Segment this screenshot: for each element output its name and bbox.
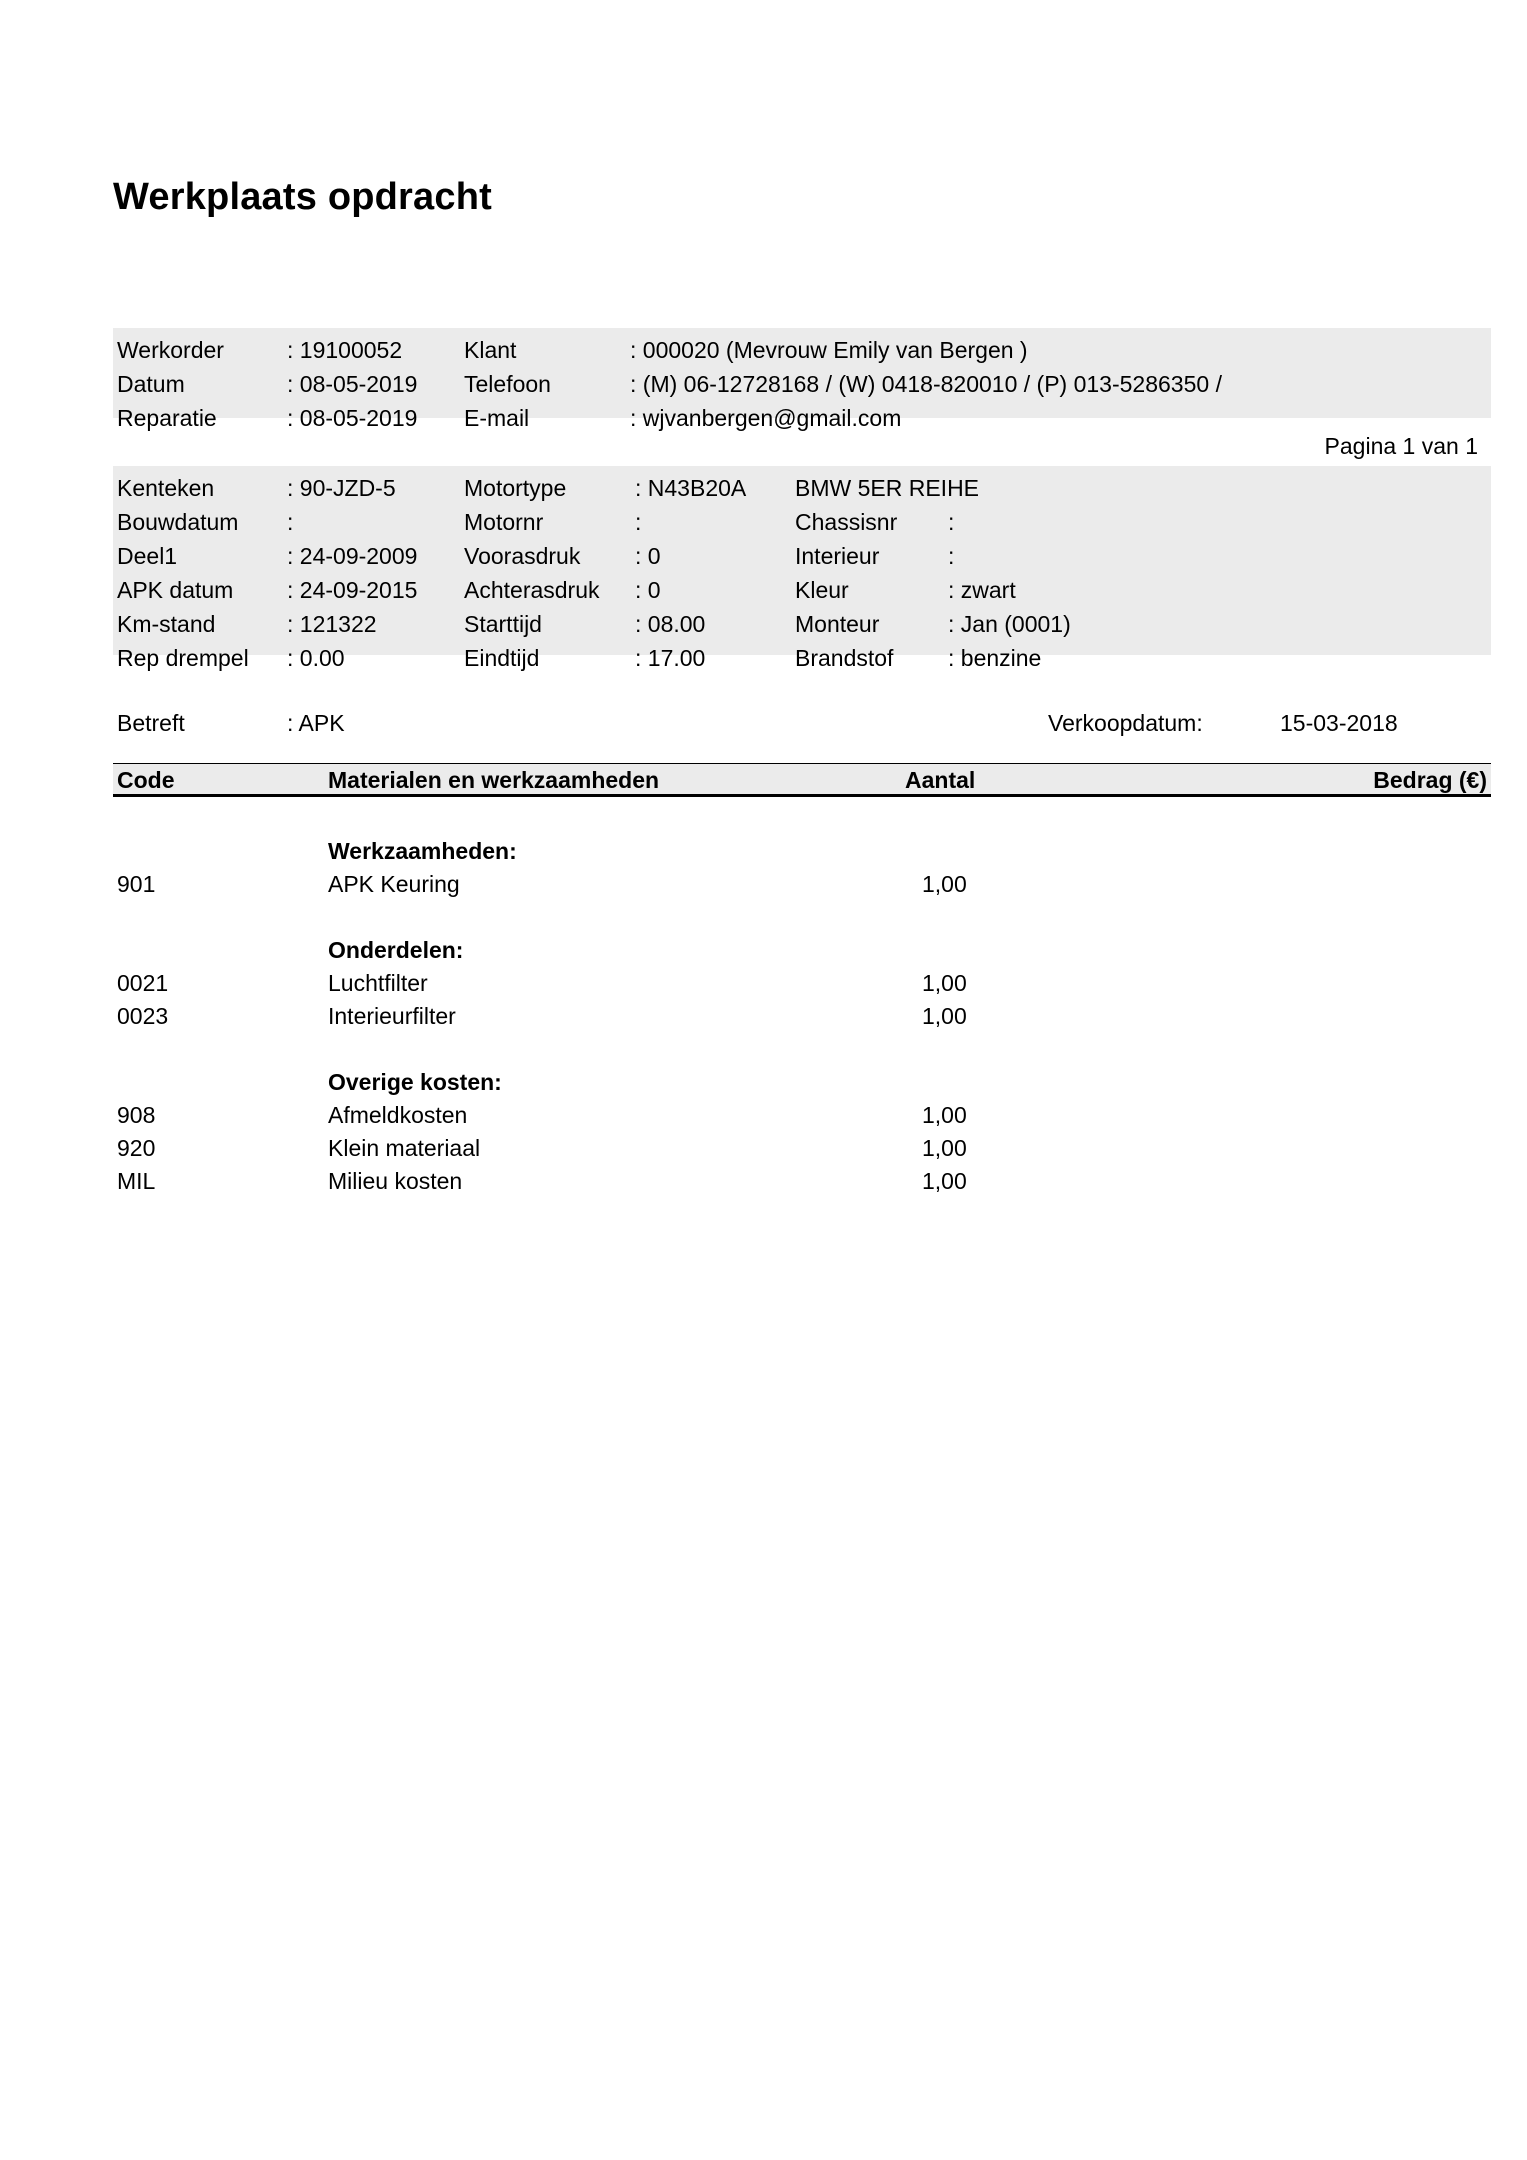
chassisnr-value: : [948,509,955,535]
line-item-quantity: 1,00 [922,1168,967,1194]
kenteken-value: : 90-JZD-5 [287,475,396,501]
achterasdruk-label: Achterasdruk [464,577,600,603]
column-header-description: Materialen en werkzaamheden [328,767,660,793]
reparatie-label: Reparatie [117,405,217,431]
verkoopdatum-value: 15-03-2018 [1280,710,1398,736]
werkorder-label: Werkorder [117,337,224,363]
page-title: Werkplaats opdracht [113,176,492,218]
table-group-heading: Onderdelen: [328,937,464,963]
apk-datum-value: : 24-09-2015 [287,577,418,603]
column-header-code: Code [117,767,175,793]
kleur-label: Kleur [795,577,849,603]
verkoopdatum-label: Verkoopdatum: [1048,710,1203,736]
interieur-value: : [948,543,955,569]
motortype-label: Motortype [464,475,567,501]
line-item-description: Luchtfilter [328,970,428,996]
datum-label: Datum [117,371,185,397]
line-item-code: 901 [117,871,156,897]
monteur-label: Monteur [795,611,880,637]
eindtijd-value: : 17.00 [635,645,706,671]
table-group-heading: Overige kosten: [328,1069,502,1095]
line-item-quantity: 1,00 [922,1003,967,1029]
werkorder-value: : 19100052 [287,337,403,363]
line-item-description: Milieu kosten [328,1168,463,1194]
column-header-quantity: Aantal [905,767,976,793]
line-item-code: 920 [117,1135,156,1161]
bouwdatum-label: Bouwdatum [117,509,239,535]
brandstof-value: : benzine [948,645,1042,671]
vehicle-model: BMW 5ER REIHE [795,475,980,501]
line-item-quantity: 1,00 [922,1102,967,1128]
apk-datum-label: APK datum [117,577,234,603]
betreft-value: : APK [287,710,345,736]
email-label: E-mail [464,405,530,431]
voorasdruk-label: Voorasdruk [464,543,581,569]
table-group-heading: Werkzaamheden: [328,838,517,864]
klant-label: Klant [464,337,517,363]
line-item-description: Klein materiaal [328,1135,481,1161]
voorasdruk-value: : 0 [635,543,661,569]
motornr-label: Motornr [464,509,544,535]
chassisnr-label: Chassisnr [795,509,898,535]
starttijd-value: : 08.00 [635,611,706,637]
klant-value: : 000020 (Mevrouw Emily van Bergen ) [630,337,1028,363]
line-item-quantity: 1,00 [922,871,967,897]
rep-drempel-value: : 0.00 [287,645,345,671]
datum-value: : 08-05-2019 [287,371,418,397]
email-value: : wjvanbergen@gmail.com [630,405,902,431]
line-item-code: 0023 [117,1003,169,1029]
starttijd-label: Starttijd [464,611,542,637]
telefoon-label: Telefoon [464,371,551,397]
km-stand-label: Km-stand [117,611,216,637]
interieur-label: Interieur [795,543,880,569]
motortype-value: : N43B20A [635,475,747,501]
pagination-label: Pagina 1 van 1 [1324,433,1478,459]
telefoon-value: : (M) 06-12728168 / (W) 0418-820010 / (P) 013-5286350 / [630,371,1222,397]
rep-drempel-label: Rep drempel [117,645,249,671]
bouwdatum-value: : [287,509,294,535]
reparatie-value: : 08-05-2019 [287,405,418,431]
table-header-rule [113,794,1491,797]
eindtijd-label: Eindtijd [464,645,540,671]
betreft-label: Betreft [117,710,185,736]
line-item-code: 908 [117,1102,156,1128]
monteur-value: : Jan (0001) [948,611,1071,637]
deel1-label: Deel1 [117,543,178,569]
column-header-amount: Bedrag (€) [1373,767,1487,793]
achterasdruk-value: : 0 [635,577,661,603]
kenteken-label: Kenteken [117,475,215,501]
kleur-value: : zwart [948,577,1016,603]
line-item-code: MIL [117,1168,156,1194]
line-item-description: Afmeldkosten [328,1102,468,1128]
line-item-description: Interieurfilter [328,1003,456,1029]
brandstof-label: Brandstof [795,645,894,671]
km-stand-value: : 121322 [287,611,377,637]
deel1-value: : 24-09-2009 [287,543,418,569]
line-item-code: 0021 [117,970,169,996]
motornr-value: : [635,509,642,535]
line-item-quantity: 1,00 [922,970,967,996]
line-item-description: APK Keuring [328,871,460,897]
line-item-quantity: 1,00 [922,1135,967,1161]
